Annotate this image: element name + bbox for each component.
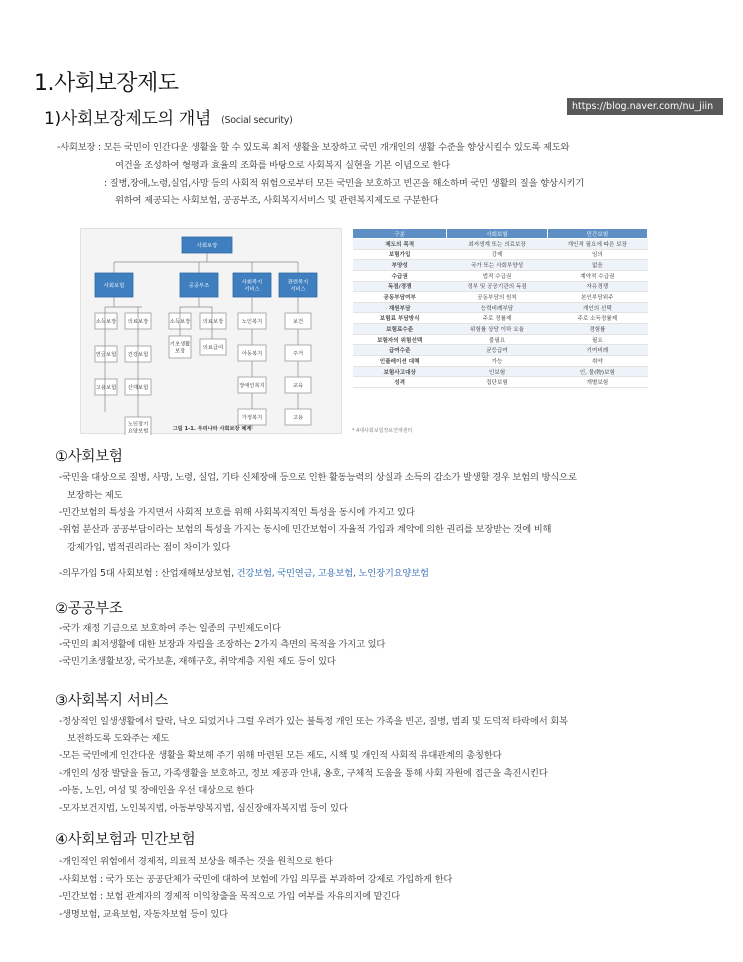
- table-cell: 능력비례부담: [447, 302, 547, 313]
- s4-line-2: -사회보험 : 국가 또는 공공단체가 국민에 대하여 보험에 가입 의무를 부과하여 강제로 가입하게 한다: [59, 874, 453, 885]
- table-cell: 기여비례: [547, 345, 647, 356]
- diagram-box-label: 장애인복지: [239, 382, 265, 389]
- diagram-box-label: 소득보장: [95, 318, 117, 325]
- table-cell: 집단보험: [447, 377, 547, 388]
- diagram-box-label: 서비스: [290, 286, 306, 293]
- social-security-diagram: [80, 228, 342, 434]
- table-cell: 주로 정률제: [447, 313, 547, 324]
- diagram-box-label: 의료보장: [202, 318, 224, 325]
- table-cell: 보험자의 위험선택: [353, 334, 447, 345]
- intro-line-1: -사회보장 : 모든 국민이 인간다운 생활을 할 수 있도록 최저 생활을 보장하고 국민 개개인의 생활 수준을 향상시킬수 있도록 제도와: [57, 142, 570, 153]
- table-cell: 가능: [447, 356, 547, 367]
- insurance-comparison-table: [352, 228, 648, 388]
- diagram-box-label: 요양보험: [127, 428, 149, 435]
- diagram-box-label: 사회복지: [241, 279, 263, 286]
- table-cell: 강제: [447, 249, 547, 260]
- s1-line-4: -위험 분산과 공공부담이라는 보험의 특성을 가지는 동시에 민간보험이 자율적 가입과 계약에 의한 권리를 보장받는 것에 비해: [59, 524, 552, 535]
- section-heading-social-insurance: ①사회보험: [55, 449, 123, 465]
- intro-line-4: 위하여 제공되는 사회보험, 공공부조, 사회복지서비스 및 관련복지제도로 구분한다: [115, 195, 439, 206]
- table-body: [353, 239, 648, 388]
- table-cell: 개인의 선택: [547, 302, 647, 313]
- diagram-box-label: 서비스: [244, 286, 260, 293]
- table-row: [353, 356, 648, 367]
- blog-url-watermark: https://blog.naver.com/nu_jiin: [567, 98, 723, 115]
- table-cell: 인플레이션 대책: [353, 356, 447, 367]
- s3-line-1: -정상적인 일생생활에서 탈락, 낙오 되었거나 그럴 우려가 있는 불특정 개인 또는 가족을 빈곤, 질병, 범죄 및 도덕적 타락에서 회복: [59, 716, 568, 727]
- page-title: 1.사회보장제도: [34, 71, 179, 96]
- diagram-box-label: 노인복지: [241, 318, 263, 325]
- diagram-box-label: 소득보장: [169, 318, 191, 325]
- s2-line-3: -국민기초생활보장, 국가보훈, 재해구호, 취약계층 지원 제도 등이 있다: [59, 656, 336, 667]
- diagram-box-label: 보건: [292, 318, 304, 325]
- diagram-box-label: 노인장기: [127, 421, 149, 428]
- table-cell: 보험료 부담방식: [353, 313, 447, 324]
- table-header: 민간보험: [547, 229, 647, 239]
- table-cell: 인보험: [447, 366, 547, 377]
- diagram-box-label: 건강보험: [127, 351, 149, 358]
- diagram-box-label: 고용: [292, 414, 304, 421]
- table-row: [353, 345, 648, 356]
- s3-line-6: -모자보건지법, 노인복지법, 아동부양복지법, 심신장애자복지법 등이 있다: [59, 803, 348, 814]
- diagram-box-label: 아동복지: [241, 350, 263, 357]
- table-header-row: [353, 229, 648, 239]
- diagram-box-label: 주거: [292, 350, 304, 357]
- table-cell: 공동부담여부: [353, 292, 447, 303]
- table-cell: 독점/경쟁: [353, 281, 447, 292]
- table-cell: 본인부담위주: [547, 292, 647, 303]
- section-heading-public-assistance: ②공공부조: [55, 601, 123, 617]
- s1-line-1: -국민을 대상으로 질병, 사망, 노령, 실업, 기타 신체장애 등으로 인한 활동능력의 상실과 소득의 감소가 발생할 경우 보험의 방식으로: [59, 472, 577, 483]
- table-cell: 재원부담: [353, 302, 447, 313]
- s3-line-2: 보전하도록 도와주는 제도: [67, 733, 170, 744]
- table-row: [353, 377, 648, 388]
- table-cell: 위험률 상당 이하 요율: [447, 324, 547, 335]
- diagram-box-label: 사회보험: [103, 282, 125, 289]
- table-cell: 부양성: [353, 260, 447, 271]
- table-cell: 개인적 필요에 따른 보장: [547, 239, 647, 250]
- table-cell: 인, 물(物)보험: [547, 366, 647, 377]
- table-cell: 법적 수급권: [447, 270, 547, 281]
- table-row: [353, 270, 648, 281]
- table-cell: 임의: [547, 249, 647, 260]
- table-row: [353, 260, 648, 271]
- diagram-box-label: 사회보장: [196, 242, 218, 249]
- s1-line-3: -민간보험의 특성을 가지면서 사회적 보호를 위해 사회복지적인 특성을 동시에 가지고 있다: [59, 507, 415, 518]
- diagram-box-label: 공공부조: [188, 282, 210, 289]
- table-row: [353, 334, 648, 345]
- table-cell: 보험사고대상: [353, 366, 447, 377]
- s1-line-5: 강제가입, 법적권리라는 점이 차이가 있다: [67, 542, 231, 553]
- subtitle-english: (Social security): [221, 115, 293, 126]
- intro-line-3: : 질병,장애,노령,실업,사망 등의 사회적 위험으로부터 모든 국민을 보호하고 빈곤을 해소하며 국민 생활의 질을 향상시키기: [104, 178, 585, 189]
- table-row: [353, 324, 648, 335]
- diagram-box-label: 가정복지: [241, 414, 263, 421]
- table-cell: 계약적 수급권: [547, 270, 647, 281]
- table-cell: 주로 소득정률제: [547, 313, 647, 324]
- diagram-box-label: 교육: [292, 382, 304, 389]
- table-row: [353, 239, 648, 250]
- table-cell: 경험률: [547, 324, 647, 335]
- table-cell: 불필요: [447, 334, 547, 345]
- table-cell: 개별보험: [547, 377, 647, 388]
- table-cell: 최저생계 또는 의료보장: [447, 239, 547, 250]
- subtitle-main: 1)사회보장제도의 개념: [44, 109, 212, 129]
- table-source-note: * 4대사회보험정보연계센터: [352, 428, 413, 434]
- section-heading-social-welfare-service: ③사회복지 서비스: [55, 693, 168, 709]
- table-cell: 보험가입: [353, 249, 447, 260]
- s4-line-1: -개인적인 위험에서 경제적, 의료적 보상을 해주는 것을 원칙으로 한다: [59, 856, 333, 867]
- diagram-box-label: 산재보험: [127, 384, 149, 391]
- diagram-box-label: 관련복지: [287, 279, 309, 286]
- table-row: [353, 366, 648, 377]
- table-cell: 제도의 목적: [353, 239, 447, 250]
- s1-line-6-prefix: -의무가입 5대 사회보험 : 산업재해보상보험,: [59, 568, 237, 579]
- table-cell: 균등급여: [447, 345, 547, 356]
- table-row: [353, 292, 648, 303]
- diagram-box-label: 연금보험: [95, 351, 117, 358]
- table-header: 사회보험: [447, 229, 547, 239]
- diagram-caption: 그림 1-1. 우리나라 사회보장 체계: [172, 426, 252, 432]
- s4-line-4: -생명보험, 교육보험, 자동차보험 등이 있다: [59, 909, 228, 920]
- table-cell: 국가 또는 사회부양성: [447, 260, 547, 271]
- diagram-box-label: 보장: [174, 348, 186, 355]
- table-cell: 자유경쟁: [547, 281, 647, 292]
- table-cell: 정부 및 공공기관의 독점: [447, 281, 547, 292]
- table-cell: 필요: [547, 334, 647, 345]
- table-row: [353, 313, 648, 324]
- diagram-box-label: 의료보장: [127, 318, 149, 325]
- section-heading-social-vs-private: ④사회보험과 민간보험: [55, 832, 196, 848]
- table-cell: 없음: [547, 260, 647, 271]
- s1-line-2: 보장하는 제도: [67, 490, 123, 501]
- diagram-box-label: 고용보험: [95, 384, 117, 391]
- s2-line-2: -국민의 최저생활에 대한 보장과 자립을 조장하는 2가지 측면의 목적을 가지고 있다: [59, 639, 386, 650]
- table-cell: 보험료수준: [353, 324, 447, 335]
- diagram-box-label: 의료급여: [202, 344, 224, 351]
- s3-line-4: -개인의 성장 발달을 돕고, 가족생활을 보호하고, 정보 제공과 안내, 옹호, 구체적 도움을 통해 사회 자원에 접근을 촉진시킨다: [59, 768, 548, 779]
- table-cell: 급여수준: [353, 345, 447, 356]
- table-row: [353, 302, 648, 313]
- diagram-box-label: 기초생활: [169, 341, 191, 348]
- s2-line-1: -국가 재정 기금으로 보호하여 주는 일종의 구빈제도이다: [59, 623, 281, 634]
- table-cell: 공동부담의 원칙: [447, 292, 547, 303]
- table-cell: 수급권: [353, 270, 447, 281]
- diagram-canvas: [81, 229, 343, 435]
- s3-line-5: -아동, 노인, 여성 및 장애인을 우선 대상으로 한다: [59, 785, 254, 796]
- section-subtitle: [44, 104, 293, 129]
- table-header: 구분: [353, 229, 447, 239]
- table-row: [353, 281, 648, 292]
- s4-line-3: -민간보험 : 보험 관계자의 경제적 이익창출을 목적으로 가입 여부를 자유의지에 맡긴다: [59, 891, 400, 902]
- table-cell: 취약: [547, 356, 647, 367]
- table-cell: 성격: [353, 377, 447, 388]
- s1-line-6-highlight: 건강보험, 국민연금, 고용보험, 노인장기요양보험: [236, 568, 429, 579]
- s3-line-3: -모든 국민에게 인간다운 생활을 확보해 주기 위해 마련된 모든 제도, 시책 및 개인적 사회적 유대관계의 총칭한다: [59, 750, 502, 761]
- table-row: [353, 249, 648, 260]
- s1-line-6: [59, 565, 429, 579]
- intro-line-2: 여건을 조성하여 형평과 효율의 조화를 바탕으로 사회복지 실현을 기본 이념으로 한다: [115, 160, 450, 171]
